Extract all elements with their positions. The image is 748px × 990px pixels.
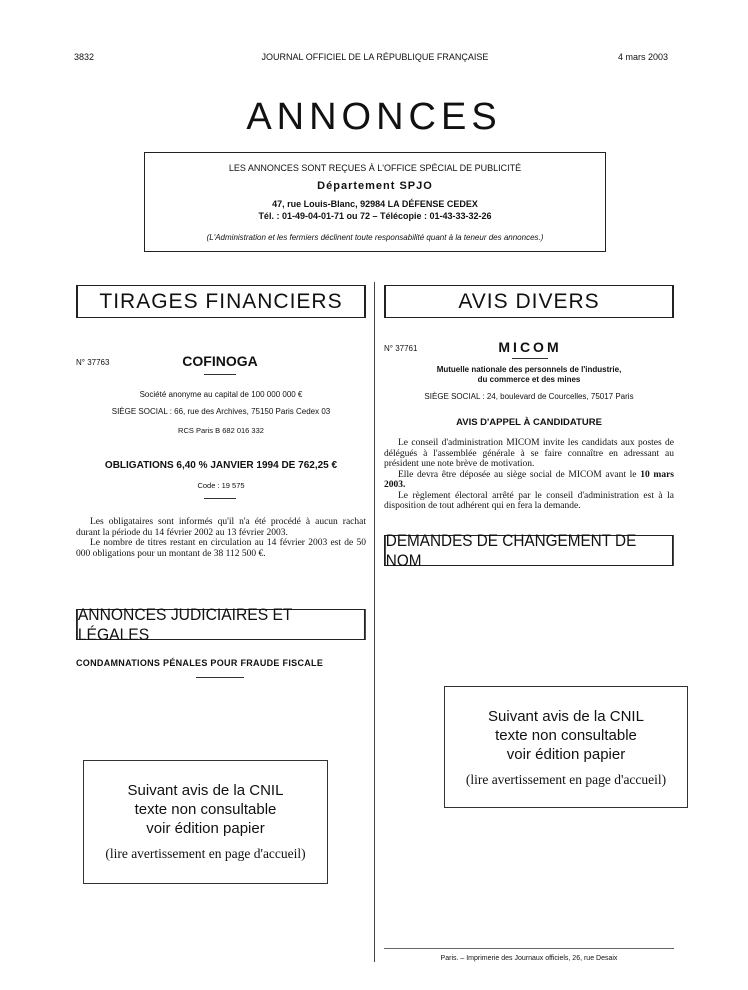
notice-box (144, 152, 606, 252)
page-number: 3832 (74, 52, 95, 62)
separator (204, 374, 236, 375)
cnil-warning: (lire avertissement en page d'accueil) (465, 772, 667, 787)
section-title: AVIS DIVERS (458, 289, 600, 313)
separator (196, 677, 244, 678)
company-siege: SIÈGE SOCIAL : 66, rue des Archives, 75150 Paris Cedex 03 (111, 407, 331, 416)
section-title: TIRAGES FINANCIERS (99, 289, 343, 313)
company-siege: SIÈGE SOCIAL : 24, boulevard de Courcelles, 75017 Paris (424, 392, 634, 401)
journal-title: JOURNAL OFFICIEL DE LA RÉPUBLIQUE FRANÇAISE (261, 52, 489, 62)
notice-address: 47, rue Louis-Blanc, 92984 LA DÉFENSE CEDEX (272, 199, 478, 209)
tirages-text (76, 517, 366, 559)
paragraph: Le règlement électoral arrêté par le conseil d'administration est à la disposition de tout adhérent qui en fera la demande. (384, 490, 674, 511)
cnil-line: texte non consultable (134, 801, 277, 818)
footer-rule (384, 948, 674, 949)
cnil-line: Suivant avis de la CNIL (127, 782, 284, 799)
company-name: MICOM (498, 339, 562, 355)
company-capital: Société anonyme au capital de 100 000 000 € (139, 390, 303, 399)
paragraph: Le conseil d'administration MICOM invite les candidats aux postes de délégués à l'assemblée générale à se faire connaître en adressant au président une note brève de motivation. (384, 438, 674, 469)
paragraph: Le nombre de titres restant en circulation au 14 février 2003 est de 50 000 obligations pour un montant de 38 112 500 €. (76, 538, 366, 559)
column-divider (374, 282, 375, 962)
avis-title: AVIS D'APPEL À CANDIDATURE (456, 417, 602, 428)
footer-imprint: Paris. – Imprimerie des Journaux officiels, 26, rue Desaix (440, 955, 618, 962)
notice-department: Département SPJO (317, 180, 433, 192)
bond-title: OBLIGATIONS 6,40 % JANVIER 1994 DE 762,25 € (104, 460, 338, 471)
section-title: ANNONCES JUDICIAIRES ET LÉGALES (77, 604, 293, 644)
cnil-line: texte non consultable (495, 727, 637, 744)
cnil-line: voir édition papier (146, 820, 265, 837)
page-title: ANNONCES (246, 96, 502, 138)
separator (204, 498, 236, 499)
notice-disclaimer: (L'Administration et les fermiers déclinent toute responsabilité quant à la teneur des annonces.) (206, 233, 544, 242)
paragraph: Les obligataires sont informés qu'il n'a été procédé à aucun rachat durant la période du 14 février 2002 au 13 février 2003. (76, 517, 366, 538)
section-demandes-changement-nom (384, 530, 674, 570)
section-avis-divers (384, 285, 674, 318)
cnil-notice-box (444, 686, 688, 808)
separator (512, 358, 548, 359)
issue-date: 4 mars 2003 (618, 52, 669, 62)
bond-code: Code : 19 575 (197, 481, 245, 490)
company-rcs: RCS Paris B 682 016 332 (178, 426, 264, 435)
subsection-title: CONDAMNATIONS PÉNALES POUR FRAUDE FISCALE (76, 658, 324, 668)
notice-phone: Tél. : 01-49-04-01-71 ou 72 – Télécopie : 01-43-33-32-26 (258, 211, 492, 221)
ad-number: N° 37761 (384, 344, 418, 353)
paragraph-text: Elle devra être déposée au siège social de MICOM avant le (398, 469, 641, 480)
section-tirages-financiers (76, 285, 366, 318)
company-subtitle: du commerce et des mines (477, 375, 581, 384)
cnil-line: voir édition papier (506, 746, 626, 763)
section-annonces-judiciaires (76, 604, 366, 644)
cnil-notice-box (83, 760, 328, 884)
company-subtitle: Mutuelle nationale des personnels de l'industrie, (436, 365, 622, 374)
paragraph (384, 470, 674, 491)
notice-line: LES ANNONCES SONT REÇUES À L'OFFICE SPÉCIAL DE PUBLICITÉ (228, 163, 522, 173)
ad-number: N° 37763 (76, 358, 110, 367)
cnil-warning: (lire avertissement en page d'accueil) (105, 846, 306, 861)
deadline-date: 10 mars 2003. (384, 469, 674, 490)
cnil-line: Suivant avis de la CNIL (488, 708, 644, 725)
section-title: DEMANDES DE CHANGEMENT DE NOM (385, 530, 637, 570)
avis-text (384, 438, 674, 512)
company-name: COFINOGA (182, 353, 258, 369)
